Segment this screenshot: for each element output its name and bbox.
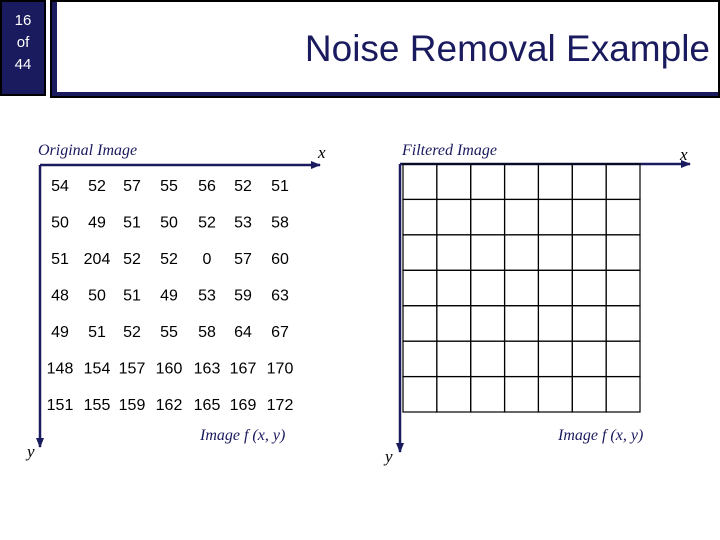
filtered-cell	[572, 306, 606, 341]
filtered-cell	[538, 306, 572, 341]
filtered-cell	[606, 199, 640, 234]
pixel-value: 58	[198, 324, 216, 341]
pixel-value: 53	[234, 214, 252, 232]
pixel-value: 204	[83, 251, 111, 268]
filtered-cell	[403, 199, 437, 234]
pixel-value: 52	[234, 178, 252, 195]
filtered-x-label: x	[680, 145, 688, 164]
pixel-value: 51	[88, 324, 106, 341]
filtered-cell	[606, 377, 640, 412]
pixel-value: 52	[198, 214, 216, 232]
pixel-value: 53	[198, 287, 216, 305]
filtered-cell	[437, 235, 471, 270]
filtered-cell	[606, 270, 640, 305]
pixel-value: 67	[271, 324, 289, 341]
pixel-value: 55	[160, 324, 178, 341]
filtered-cell	[538, 235, 572, 270]
pixel-value: 50	[160, 214, 178, 232]
pixel-value: 169	[229, 397, 257, 414]
original-pixel-values	[47, 178, 294, 414]
filtered-image-title: Filtered Image	[402, 142, 497, 159]
filtered-cell	[572, 270, 606, 305]
filtered-cell	[572, 199, 606, 234]
pixel-value: 57	[234, 251, 252, 268]
filtered-cell	[403, 377, 437, 412]
pixel-value: 54	[51, 178, 69, 195]
pixel-value: 58	[271, 214, 289, 232]
pixel-value: 163	[193, 360, 221, 378]
pixel-value: 60	[271, 251, 289, 268]
filtered-cell	[538, 377, 572, 412]
pixel-value: 148	[46, 360, 74, 378]
pixel-value: 160	[155, 360, 183, 378]
pixel-value: 56	[198, 178, 216, 195]
filtered-cell	[471, 235, 505, 270]
pixel-value: 57	[123, 178, 141, 195]
pixel-value: 159	[118, 397, 146, 414]
pixel-value: 155	[83, 397, 111, 414]
filtered-cell	[606, 235, 640, 270]
pixel-value: 51	[123, 214, 141, 232]
filtered-caption: Image f (x, y)	[558, 427, 644, 444]
pixel-value: 51	[123, 287, 141, 305]
slide-of: of	[16, 34, 30, 51]
pixel-value: 49	[160, 287, 178, 305]
filtered-cell	[538, 341, 572, 376]
pixel-value: 52	[160, 251, 178, 268]
filtered-cell	[606, 341, 640, 376]
filtered-cell	[471, 270, 505, 305]
pixel-value: 48	[51, 287, 69, 305]
pixel-value: 52	[88, 178, 106, 195]
filtered-cell	[505, 306, 539, 341]
filtered-cell	[403, 270, 437, 305]
filtered-cell	[403, 306, 437, 341]
pixel-value: 167	[229, 360, 257, 378]
pixel-value: 165	[193, 397, 221, 414]
pixel-value: 63	[271, 287, 289, 305]
filtered-y-label: y	[385, 447, 393, 466]
pixel-value: 50	[88, 287, 106, 305]
filtered-cell	[403, 341, 437, 376]
original-caption: Image f (x, y)	[200, 427, 286, 444]
slide-number: 16	[14, 12, 32, 29]
pixel-value: 49	[88, 214, 106, 232]
filtered-cell	[403, 164, 437, 199]
original-x-label: x	[318, 143, 326, 162]
pixel-value: 52	[123, 324, 141, 341]
filtered-cell	[572, 341, 606, 376]
pixel-value: 64	[234, 324, 252, 341]
filtered-cell	[505, 377, 539, 412]
filtered-cell	[403, 235, 437, 270]
filtered-cell	[437, 164, 471, 199]
filtered-cell	[606, 164, 640, 199]
filtered-cell	[538, 164, 572, 199]
filtered-cell	[437, 341, 471, 376]
pixel-value: 55	[160, 178, 178, 195]
filtered-cell	[538, 270, 572, 305]
pixel-value: 162	[155, 397, 183, 414]
pixel-value: 172	[266, 397, 294, 414]
filtered-cell	[505, 270, 539, 305]
filtered-cell	[437, 306, 471, 341]
slide-total: 44	[14, 56, 32, 73]
filtered-cell	[606, 306, 640, 341]
filtered-cell	[437, 270, 471, 305]
filtered-cell	[538, 199, 572, 234]
filtered-cell	[505, 235, 539, 270]
original-image-title: Original Image	[38, 142, 138, 159]
pixel-value: 49	[51, 324, 69, 341]
filtered-cell	[437, 199, 471, 234]
pixel-value: 50	[51, 214, 69, 232]
filtered-cell	[471, 164, 505, 199]
pixel-value: 151	[46, 397, 74, 414]
filtered-cell	[471, 377, 505, 412]
filtered-cell	[572, 377, 606, 412]
pixel-value: 170	[266, 360, 294, 378]
pixel-value: 154	[83, 360, 111, 378]
filtered-cell	[471, 199, 505, 234]
slide-title: Noise Removal Example	[304, 28, 710, 69]
filtered-cell	[471, 341, 505, 376]
filtered-cell	[471, 306, 505, 341]
original-y-label: y	[27, 442, 35, 461]
pixel-value: 51	[271, 178, 289, 195]
pixel-value: 51	[51, 251, 69, 268]
pixel-value: 157	[118, 360, 146, 378]
pixel-value: 52	[123, 251, 141, 268]
pixel-value: 59	[234, 287, 252, 305]
filtered-cell	[505, 341, 539, 376]
filtered-cell	[505, 164, 539, 199]
filtered-grid	[403, 164, 640, 412]
pixel-value: 0	[202, 251, 212, 268]
filtered-cell	[572, 164, 606, 199]
filtered-cell	[505, 199, 539, 234]
filtered-cell	[572, 235, 606, 270]
filtered-cell	[437, 377, 471, 412]
